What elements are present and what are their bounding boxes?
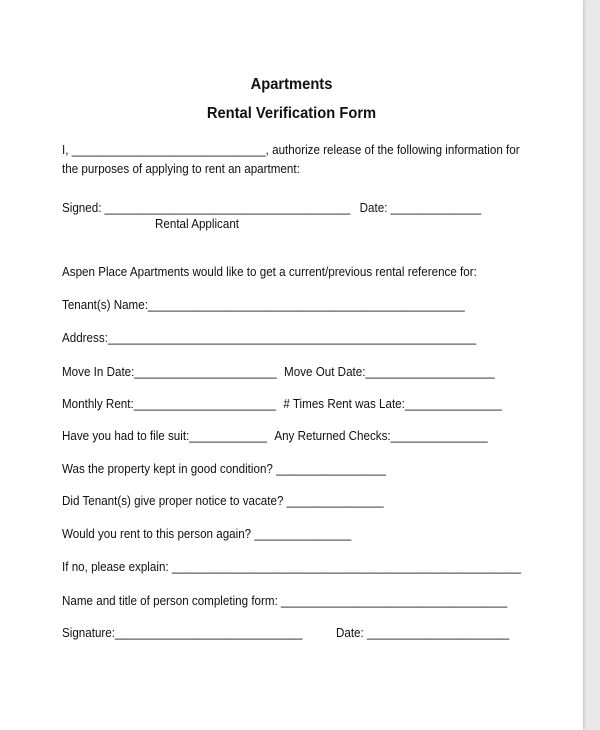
rent-again-field: Would you rent to this person again? _______________ <box>62 527 352 541</box>
intro-text: Aspen Place Apartments would like to get a current/previous rental reference for: <box>62 265 477 279</box>
authorization-line-1: I, ______________________________, authorize release of the following information for <box>62 143 520 157</box>
signed-label: Signed: ______________________________________ <box>62 201 351 215</box>
move-dates-row <box>62 365 495 380</box>
address-field: Address:_________________________________________________________ <box>62 331 477 345</box>
form-subtitle: Rental Verification Form <box>206 105 377 122</box>
signature-date-field: Date: ______________________ <box>335 626 510 640</box>
explain-field: If no, please explain: ______________________________________________________ <box>62 560 521 574</box>
rental-applicant-caption: Rental Applicant <box>155 217 240 231</box>
signature-field: Signature:_____________________________ <box>62 626 303 640</box>
rent-row <box>62 397 502 412</box>
good-condition-field: Was the property kept in good condition? _________________ <box>62 462 387 476</box>
signed-row <box>62 201 481 216</box>
signature-row <box>62 626 509 641</box>
person-completing-field: Name and title of person completing form: ___________________________________ <box>62 594 508 608</box>
monthly-rent-field: Monthly Rent:______________________ <box>62 397 276 411</box>
authorization-line-2: the purposes of applying to rent an apartment: <box>62 162 300 176</box>
signed-date-label: Date: ______________ <box>359 201 482 215</box>
move-in-field: Move In Date:______________________ <box>62 365 277 379</box>
proper-notice-field: Did Tenant(s) give proper notice to vacate? _______________ <box>62 494 384 508</box>
form-title: Apartments <box>250 76 333 93</box>
file-suit-field: Have you had to file suit:____________ <box>62 429 267 443</box>
times-late-field: # Times Rent was Late:_______________ <box>283 397 502 411</box>
suit-row <box>62 429 488 444</box>
tenant-name-field: Tenant(s) Name:_________________________________________________ <box>62 298 465 312</box>
returned-checks-field: Any Returned Checks:_______________ <box>274 429 488 443</box>
move-out-field: Move Out Date:____________________ <box>284 365 495 379</box>
